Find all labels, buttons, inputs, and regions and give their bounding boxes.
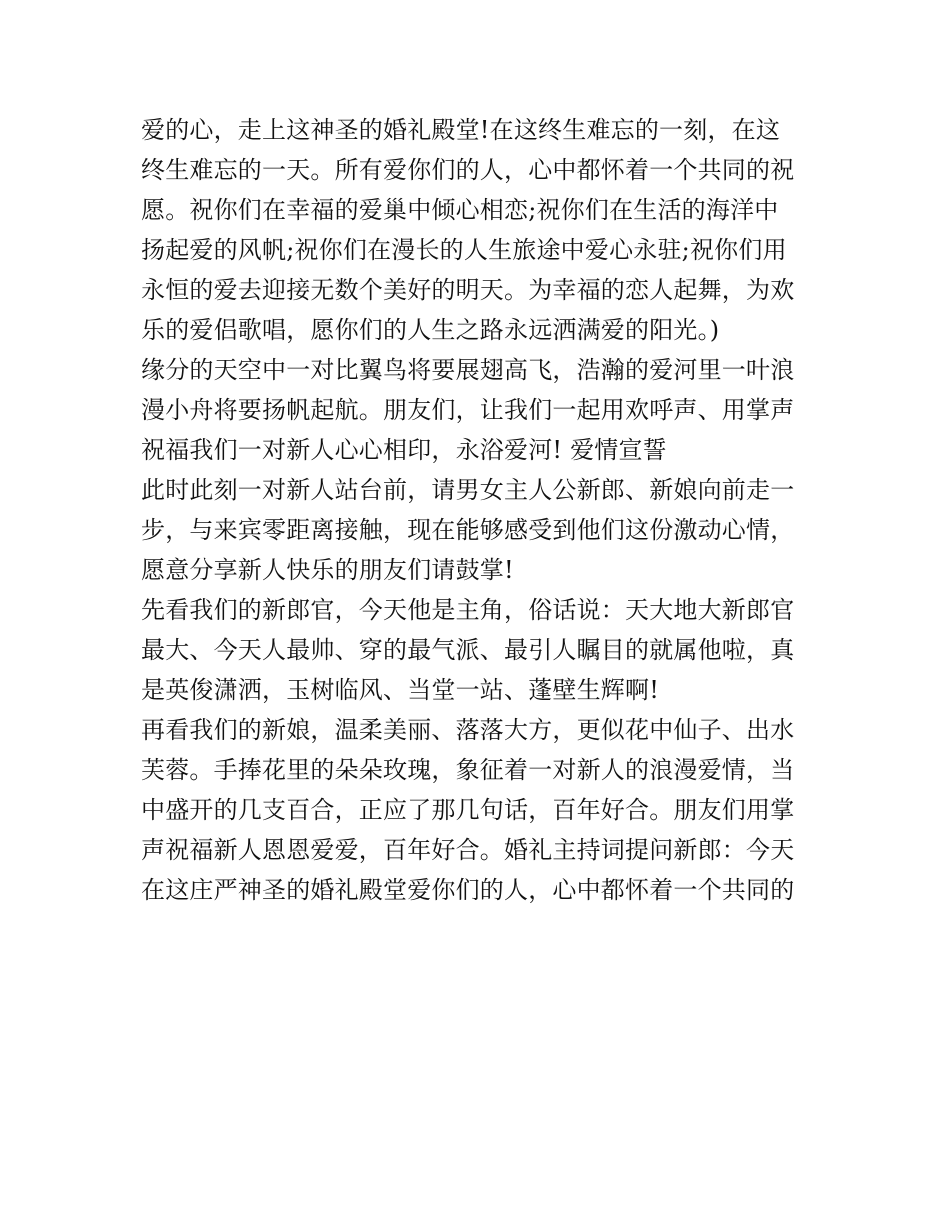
text-line: 祝福我们一对新人心心相印，永浴爱河! 爱情宣誓 (141, 436, 667, 464)
text-line: 愿。祝你们在幸福的爱巢中倾心相恋;祝你们在生活的海洋中 (141, 196, 779, 224)
text-line: 在这庄严神圣的婚礼殿堂爱你们的人，心中都怀着一个共同的 (141, 876, 795, 904)
paragraph-stage (141, 470, 813, 590)
text-line: 声祝福新人恩恩爱爱，百年好合。婚礼主持词提问新郎：今天 (141, 836, 795, 864)
text-line: 愿意分享新人快乐的朋友们请鼓掌! (141, 556, 514, 584)
text-line: 是英俊潇洒，玉树临风、当堂一站、蓬壁生辉啊! (141, 676, 660, 704)
text-line: 缘分的天空中一对比翼鸟将要展翅高飞，浩瀚的爱河里一叶浪 (141, 356, 795, 384)
text-line: 再看我们的新娘，温柔美丽、落落大方，更似花中仙子、出水 (141, 716, 795, 744)
text-line: 乐的爱侣歌唱，愿你们的人生之路永远洒满爱的阳光。) (141, 316, 720, 344)
paragraph-bride (141, 710, 813, 910)
text-line: 最大、今天人最帅、穿的最气派、最引人瞩目的就属他啦，真 (141, 636, 795, 664)
text-line: 扬起爱的风帆;祝你们在漫长的人生旅途中爱心永驻;祝你们用 (141, 236, 787, 264)
text-line: 中盛开的几支百合，正应了那几句话，百年好合。朋友们用掌 (141, 796, 795, 824)
paragraph-blessing (141, 110, 813, 350)
text-line: 先看我们的新郎官，今天他是主角，俗话说：天大地大新郎官 (141, 596, 795, 624)
text-line: 漫小舟将要扬帆起航。朋友们，让我们一起用欢呼声、用掌声 (141, 396, 795, 424)
text-line: 此时此刻一对新人站台前，请男女主人公新郎、新娘向前走一 (141, 476, 795, 504)
text-line: 永恒的爱去迎接无数个美好的明天。为幸福的恋人起舞，为欢 (141, 276, 795, 304)
text-line: 爱的心，走上这神圣的婚礼殿堂!在这终生难忘的一刻，在这 (141, 116, 781, 144)
document-body (141, 110, 813, 910)
paragraph-fate (141, 350, 813, 470)
text-line: 终生难忘的一天。所有爱你们的人，心中都怀着一个共同的祝 (141, 156, 795, 184)
text-line: 芙蓉。手捧花里的朵朵玫瑰，象征着一对新人的浪漫爱情，当 (141, 756, 795, 784)
text-line: 步，与来宾零距离接触，现在能够感受到他们这份激动心情， (141, 516, 795, 544)
paragraph-groom (141, 590, 813, 710)
